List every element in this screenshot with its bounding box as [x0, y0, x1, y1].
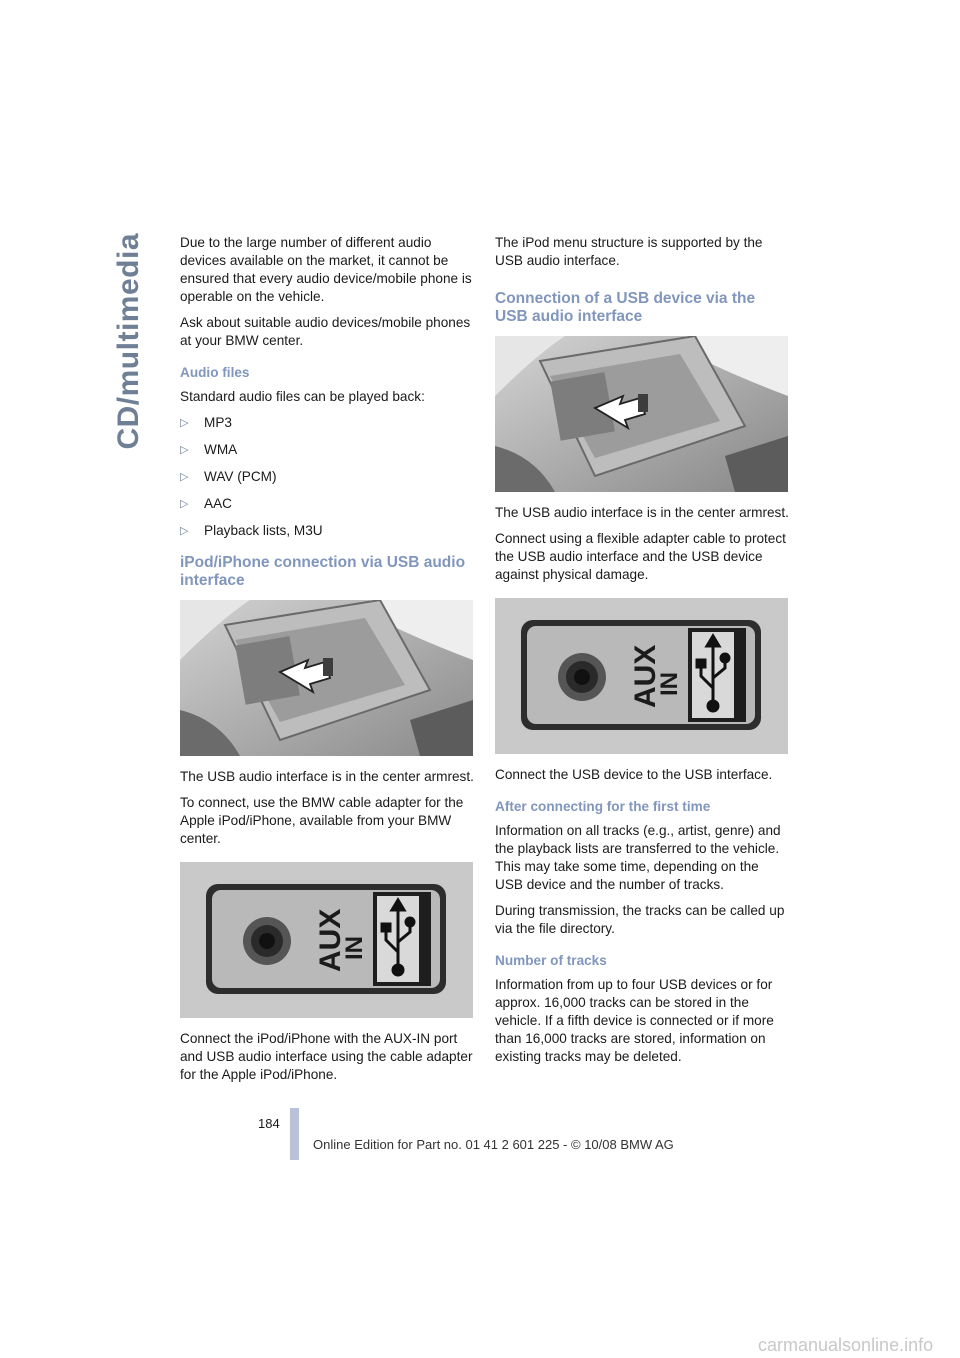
- list-item: ▷ WAV (PCM): [180, 469, 277, 484]
- list-item: ▷ AAC: [180, 496, 232, 511]
- usb-paragraph: Connect using a flexible adapter cable to protect the USB audio interface and the USB device against physical damage.: [495, 531, 786, 582]
- armrest-usb-photo: [180, 600, 473, 756]
- section-tab: CD/multimedia: [112, 233, 145, 450]
- first-time-heading: After connecting for the first time: [495, 799, 711, 814]
- list-item: ▷ MP3: [180, 415, 232, 430]
- footer-bar: [290, 1108, 299, 1160]
- usb-paragraph: Connect the USB device to the USB interface.: [495, 767, 773, 782]
- formats-list: [180, 414, 475, 540]
- triangle-bullet-icon: ▷: [180, 444, 189, 456]
- in-label: IN: [341, 936, 368, 960]
- list-item: ▷ WMA: [180, 442, 238, 457]
- intro-paragraph-2: Ask about suitable audio devices/mobile phones at your BMW center.: [180, 315, 471, 348]
- intro-paragraph: Due to the large number of different audio devices available on the market, it cannot be ensured that every audio device/mobile phone is operable on the vehicle.: [180, 235, 472, 304]
- edition-line: Online Edition for Part no. 01 41 2 601 225 - © 10/08 BMW AG: [313, 1137, 674, 1152]
- ipod-heading: iPod/iPhone connection via USB audio interface: [180, 554, 466, 589]
- ipod-paragraph: To connect, use the BMW cable adapter for the Apple iPod/iPhone, available from your BMW center.: [180, 795, 464, 846]
- triangle-bullet-icon: ▷: [180, 498, 189, 510]
- audio-files-heading: Audio files: [180, 365, 250, 380]
- aux-label: AUX: [629, 644, 662, 708]
- triangle-bullet-icon: ▷: [180, 471, 189, 483]
- watermark: carmanualsonline.info: [758, 1335, 934, 1355]
- ipod-paragraph: The USB audio interface is in the center armrest.: [180, 769, 474, 784]
- in-label: IN: [656, 672, 683, 696]
- page-number: 184: [258, 1116, 280, 1131]
- aux-label: AUX: [314, 908, 347, 972]
- list-item: ▷ Playback lists, M3U: [180, 523, 323, 538]
- right-column: [495, 234, 790, 1074]
- triangle-bullet-icon: ▷: [180, 417, 189, 429]
- first-time-paragraph: Information on all tracks (e.g., artist, genre) and the playback lists are transferred to the vehicle. This may take some time, depending on the USB device and the number of tracks.: [495, 823, 781, 892]
- first-time-paragraph: During transmission, the tracks can be called up via the file directory.: [495, 903, 785, 936]
- usb-heading: Connection of a USB device via the USB audio interface: [495, 290, 756, 325]
- armrest-usb-photo: [495, 336, 788, 492]
- tracks-paragraph: Information from up to four USB devices or for approx. 16,000 tracks can be stored in the vehicle. If a fifth device is connected or if more than 16,000 tracks are stored, information on existing tracks may be deleted.: [495, 977, 774, 1064]
- left-column: [180, 234, 475, 1092]
- tracks-heading: Number of tracks: [495, 953, 607, 968]
- audio-files-intro: Standard audio files can be played back:: [180, 389, 425, 404]
- aux-usb-panel-photo: [180, 862, 473, 1018]
- ipod-paragraph: Connect the iPod/iPhone with the AUX-IN port and USB audio interface using the cable adapter for the Apple iPod/iPhone.: [180, 1031, 473, 1082]
- ipod-menu-paragraph: The iPod menu structure is supported by the USB audio interface.: [495, 235, 763, 268]
- usb-paragraph: The USB audio interface is in the center armrest.: [495, 505, 789, 520]
- aux-usb-panel-photo: [495, 598, 788, 754]
- triangle-bullet-icon: ▷: [180, 525, 189, 537]
